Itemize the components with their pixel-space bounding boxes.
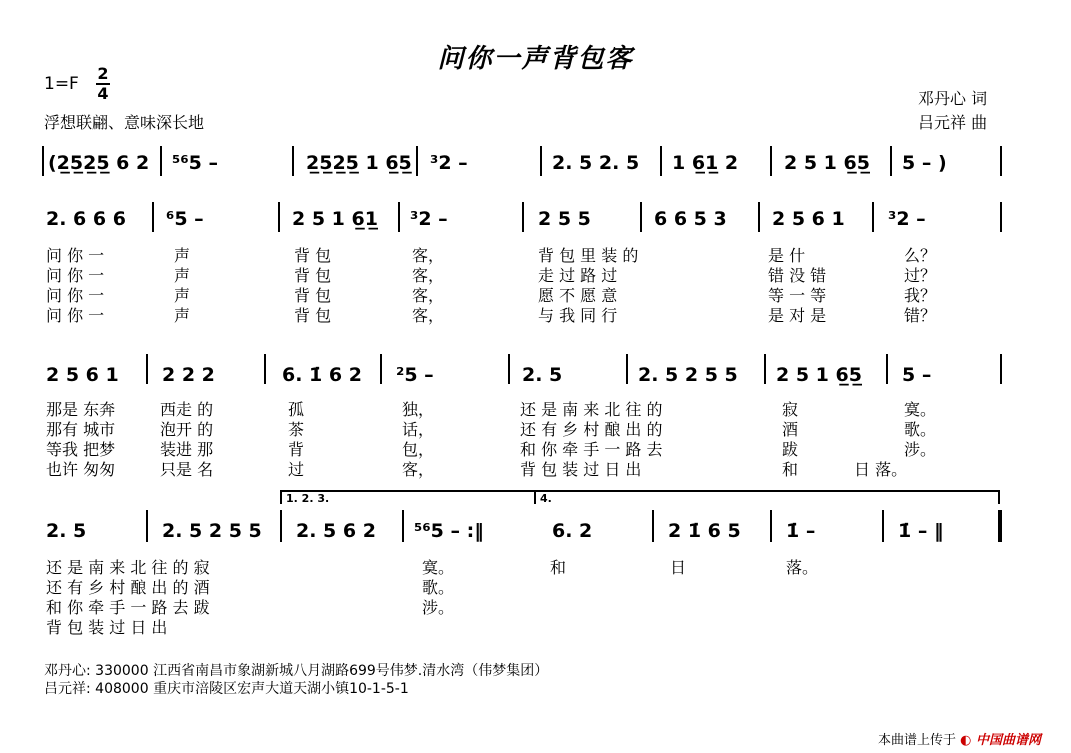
lyric: 么？ <box>904 246 937 265</box>
lyric: 愿 不 愿 意 <box>538 286 618 305</box>
measure: 1̇ – ‖ <box>898 520 944 542</box>
time-sig-top: 2 <box>97 64 109 83</box>
lyric: 歌。 <box>904 420 937 439</box>
lyric: 还 有 乡 村 酿 出 的 <box>520 420 663 439</box>
site-name: 中国曲谱网 <box>976 733 1042 748</box>
upload-label: 本曲谱上传于 <box>878 733 957 748</box>
lyricist: 邓丹心 词 <box>918 89 988 108</box>
measure: 2. 5 2 5 5 <box>638 364 738 386</box>
system-bar-right <box>1000 202 1002 232</box>
page-title: 问你一声背包客 <box>437 44 634 74</box>
measure: 2. 5 <box>46 520 87 542</box>
barline <box>758 202 760 232</box>
barline <box>626 354 628 384</box>
lyric: 那是 东奔 <box>46 400 116 419</box>
lyric: 我？ <box>904 286 937 305</box>
lyric: 背 包 <box>294 306 332 325</box>
lyric-line <box>42 400 1002 420</box>
lyric: 背 包 <box>294 286 332 305</box>
measure: 6. 2 <box>552 520 593 542</box>
lyric-line <box>42 440 1002 460</box>
staff-system-3 <box>42 352 1002 482</box>
barline <box>416 146 418 176</box>
footer-name: 吕元祥: <box>44 681 91 697</box>
lyric: 还 有 乡 村 酿 出 的 酒 <box>46 578 210 597</box>
barline <box>402 510 404 542</box>
barline <box>146 510 148 542</box>
lyric: 涉。 <box>422 598 455 617</box>
staff-system-2 <box>42 200 1002 330</box>
measure: ³2 – <box>410 208 448 230</box>
barline <box>764 354 766 384</box>
lyrics-block <box>42 246 1002 326</box>
barline <box>280 510 282 542</box>
measure: 2. 5 6 2 <box>296 520 376 542</box>
lyric: 背 包 <box>294 266 332 285</box>
footer-address: 408000 重庆市涪陵区宏声大道天湖小镇10-1-5-1 <box>95 681 409 697</box>
lyric: 声 <box>174 306 191 325</box>
lyric: 歌。 <box>422 578 455 597</box>
barline <box>380 354 382 384</box>
lyric: 还 是 南 来 北 往 的 <box>520 400 663 419</box>
volta-bracket-1 <box>280 490 534 504</box>
time-sig-bottom: 4 <box>97 84 109 103</box>
footer-line-1 <box>44 660 548 680</box>
lyric-line <box>42 420 1002 440</box>
final-barline <box>998 510 1002 542</box>
lyric: 孤 <box>288 400 305 419</box>
lyric: 错 没 错 <box>768 266 827 285</box>
measure: ³2 – <box>888 208 926 230</box>
lyric-line <box>42 618 1002 638</box>
measure: ³2 – <box>430 152 468 174</box>
lyric: 问 你 一 <box>46 266 105 285</box>
lyric: 问 你 一 <box>46 306 105 325</box>
barline <box>872 202 874 232</box>
lyric: 酒 <box>782 420 799 439</box>
lyric: 等我 把梦 <box>46 440 116 459</box>
lyric: 走 过 路 过 <box>538 266 618 285</box>
lyric: 西走 的 <box>160 400 214 419</box>
lyric: 过 <box>288 460 305 479</box>
lyric: 是 对 是 <box>768 306 827 325</box>
lyric: 装进 那 <box>160 440 214 459</box>
barline <box>652 510 654 542</box>
measure: 1̇ – <box>786 520 816 542</box>
volta-label: 1. 2. 3. <box>286 492 330 505</box>
measure: 2. 5 <box>522 364 563 386</box>
lyric: 错？ <box>904 306 937 325</box>
measure: 2 5 1 6̲1̲ <box>292 208 378 230</box>
lyric: 是 什 <box>768 246 806 265</box>
lyric: 声 <box>174 246 191 265</box>
system-bar-right <box>1000 146 1002 176</box>
measure: 6. 1̇ 6 2 <box>282 364 362 386</box>
barline <box>770 510 772 542</box>
lyric: 也许 匆匆 <box>46 460 116 479</box>
footer-line-2 <box>44 678 409 698</box>
barline <box>160 146 162 176</box>
measure: 2 5 6 1 <box>46 364 119 386</box>
lyric: 声 <box>174 286 191 305</box>
composer: 吕元祥 曲 <box>918 113 988 132</box>
lyric: 独， <box>402 400 435 419</box>
barline <box>152 202 154 232</box>
lyric-line <box>42 558 1002 578</box>
lyric: 和 <box>550 558 567 577</box>
measure: 6 6 5 3 <box>654 208 727 230</box>
lyric: 背 包 <box>294 246 332 265</box>
lyric: 寂 <box>782 400 799 419</box>
measure: 2 5 5 <box>538 208 591 230</box>
system-bar-right <box>1000 354 1002 384</box>
measure: 2 5 1 6̲5̲ <box>776 364 862 386</box>
measure: 1 6̲1̲ 2 <box>672 152 739 174</box>
lyric: 问 你 一 <box>46 246 105 265</box>
upload-note <box>878 729 1041 748</box>
measure: (2̲5̲2̲5̲ 6 2 <box>48 152 150 174</box>
lyric: 声 <box>174 266 191 285</box>
lyric: 只是 名 <box>160 460 214 479</box>
measure: ⁵⁶5 – <box>172 152 218 174</box>
volta-label: 4. <box>540 492 552 505</box>
lyric-line <box>42 286 1002 306</box>
measure: 2 2 2 <box>162 364 215 386</box>
barline <box>146 354 148 384</box>
lyric: 客， <box>412 266 445 285</box>
lyric: 还 是 南 来 北 往 的 寂 <box>46 558 210 577</box>
lyric: 话， <box>402 420 435 439</box>
lyric: 泡开 的 <box>160 420 214 439</box>
lyric: 茶 <box>288 420 305 439</box>
lyrics-block <box>42 558 1002 638</box>
lyric-line <box>42 266 1002 286</box>
lyrics-block <box>42 400 1002 480</box>
lyric: 和 <box>782 460 799 479</box>
lyric: 客， <box>402 460 435 479</box>
footer-name: 邓丹心: <box>44 663 91 679</box>
lyric: 背 包 里 装 的 <box>538 246 639 265</box>
measure: 2. 6 6 6 <box>46 208 126 230</box>
lyric-line <box>42 460 1002 480</box>
lyric: 和 你 牵 手 一 路 去 <box>520 440 663 459</box>
lyric: 问 你 一 <box>46 286 105 305</box>
footer-address: 330000 江西省南昌市象湖新城八月湖路699号伟梦.清水湾（伟梦集团） <box>95 663 549 679</box>
barline <box>398 202 400 232</box>
staff-system-4 <box>42 488 1002 638</box>
measure: 5 – ) <box>902 152 947 174</box>
time-signature <box>96 66 110 102</box>
measure: ⁵⁶5 – :‖ <box>414 520 484 542</box>
lyric: 与 我 同 行 <box>538 306 618 325</box>
lyric: 寞。 <box>904 400 937 419</box>
lyric: 跋 <box>782 440 799 459</box>
barline <box>890 146 892 176</box>
measure: 2. 5 2. 5 <box>552 152 640 174</box>
lyric: 那有 城市 <box>46 420 116 439</box>
volta-bracket-2 <box>534 490 1000 504</box>
lyric: 背 <box>288 440 305 459</box>
lyric: 背 包 装 过 日 出 <box>520 460 642 479</box>
lyric: 包， <box>402 440 435 459</box>
barline <box>640 202 642 232</box>
lyric-line <box>42 578 1002 598</box>
lyric: 日 落。 <box>854 460 908 479</box>
measure: 5 – <box>902 364 932 386</box>
key-signature: 1=F <box>44 74 79 94</box>
measure: 2 1̇ 6 5 <box>668 520 741 542</box>
system-bar-left <box>42 146 44 176</box>
lyric: 落。 <box>786 558 819 577</box>
measure: 2 5 1 6̲5̲ <box>784 152 870 174</box>
lyric-line <box>42 246 1002 266</box>
measure: 2. 5 2 5 5 <box>162 520 262 542</box>
barline <box>540 146 542 176</box>
lyric: 过？ <box>904 266 937 285</box>
measure: ⁶5 – <box>166 208 204 230</box>
barline <box>770 146 772 176</box>
barline <box>886 354 888 384</box>
lyric: 和 你 牵 手 一 路 去 跋 <box>46 598 210 617</box>
lyric-line <box>42 306 1002 326</box>
lyric: 客， <box>412 306 445 325</box>
staff-system-1 <box>42 142 1002 182</box>
lyric: 客， <box>412 286 445 305</box>
barline <box>882 510 884 542</box>
logo-icon: ◐ <box>960 733 972 748</box>
barline <box>264 354 266 384</box>
lyric-line <box>42 598 1002 618</box>
barline <box>660 146 662 176</box>
barline <box>278 202 280 232</box>
lyric: 日 <box>670 558 687 577</box>
measure: ²5 – <box>396 364 434 386</box>
barline <box>508 354 510 384</box>
lyric: 寞。 <box>422 558 455 577</box>
lyric: 等 一 等 <box>768 286 827 305</box>
lyric: 涉。 <box>904 440 937 459</box>
measure: 2 5 6 1 <box>772 208 845 230</box>
lyric: 客， <box>412 246 445 265</box>
site-logo[interactable] <box>960 733 1041 748</box>
tempo-marking: 浮想联翩、意味深长地 <box>44 113 205 132</box>
barline <box>522 202 524 232</box>
lyric: 背 包 装 过 日 出 <box>46 618 168 637</box>
barline <box>292 146 294 176</box>
measure: 2̲5̲2̲5̲ 1 6̲5̲ <box>306 152 412 174</box>
